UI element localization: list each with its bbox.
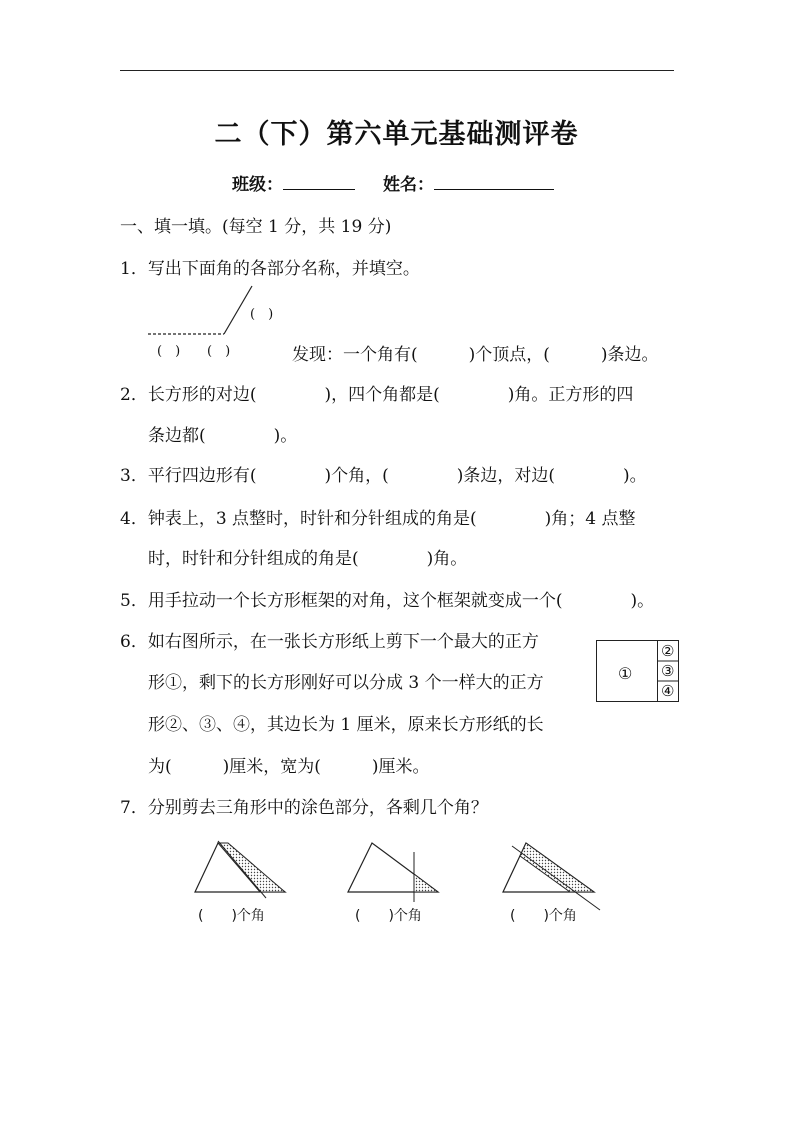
q4-line2: 时，时针和分针组成的角是( )角。	[148, 549, 468, 569]
name-blank[interactable]	[434, 175, 554, 190]
q4-line1: 4．钟表上，3 点整时，时针和分针组成的角是( )角；4 点整	[120, 509, 636, 529]
square-2-label: ②	[661, 642, 675, 660]
page-title: 二（下）第六单元基础测评卷	[214, 119, 579, 150]
square-3-label: ③	[661, 662, 675, 680]
name-label: 姓名：	[383, 175, 434, 195]
top-rule	[120, 70, 674, 71]
q7-text: 7．分别剪去三角形中的涂色部分，各剩几个角？	[120, 798, 488, 818]
q7-answer-1: ( )个角	[198, 908, 265, 924]
q3-line1: 3．平行四边形有( )个角，( )条边，对边( )。	[120, 466, 647, 486]
q6-line2: 形①，剩下的长方形刚好可以分成 3 个一样大的正方	[148, 673, 544, 693]
q6-line1: 6．如右图所示，在一张长方形纸上剪下一个最大的正方	[120, 632, 539, 652]
class-blank[interactable]	[283, 175, 355, 190]
square-1-label: ①	[618, 664, 633, 683]
q7-answer-2: ( )个角	[355, 908, 422, 924]
q2-line2: 条边都( )。	[148, 426, 298, 446]
q1-find: 发现：一个角有( )个顶点，( )条边。	[292, 345, 659, 365]
class-field	[232, 170, 355, 195]
section-heading: 一、填一填。(每空 1 分，共 19 分)	[120, 217, 392, 237]
q6-line3: 形②、③、④，其边长为 1 厘米，原来长方形纸的长	[148, 715, 544, 735]
q5-line1: 5．用手拉动一个长方形框架的对角，这个框架就变成一个( )。	[120, 591, 655, 611]
angle-figure	[148, 286, 258, 338]
class-label: 班级：	[232, 175, 283, 195]
name-field	[383, 170, 554, 195]
square-4-label: ④	[661, 682, 675, 700]
q1-side-label: ( )	[250, 307, 274, 322]
q6-line4: 为( )厘米，宽为( )厘米。	[148, 757, 430, 777]
q1-vertex-label: ( )	[207, 344, 231, 359]
q1-base-label: ( )	[157, 344, 181, 359]
q7-answer-3: ( )个角	[510, 908, 577, 924]
q2-line1: 2．长方形的对边( )，四个角都是( )角。正方形的四	[120, 385, 634, 405]
q1-text: 1．写出下面角的各部分名称，并填空。	[120, 259, 420, 279]
